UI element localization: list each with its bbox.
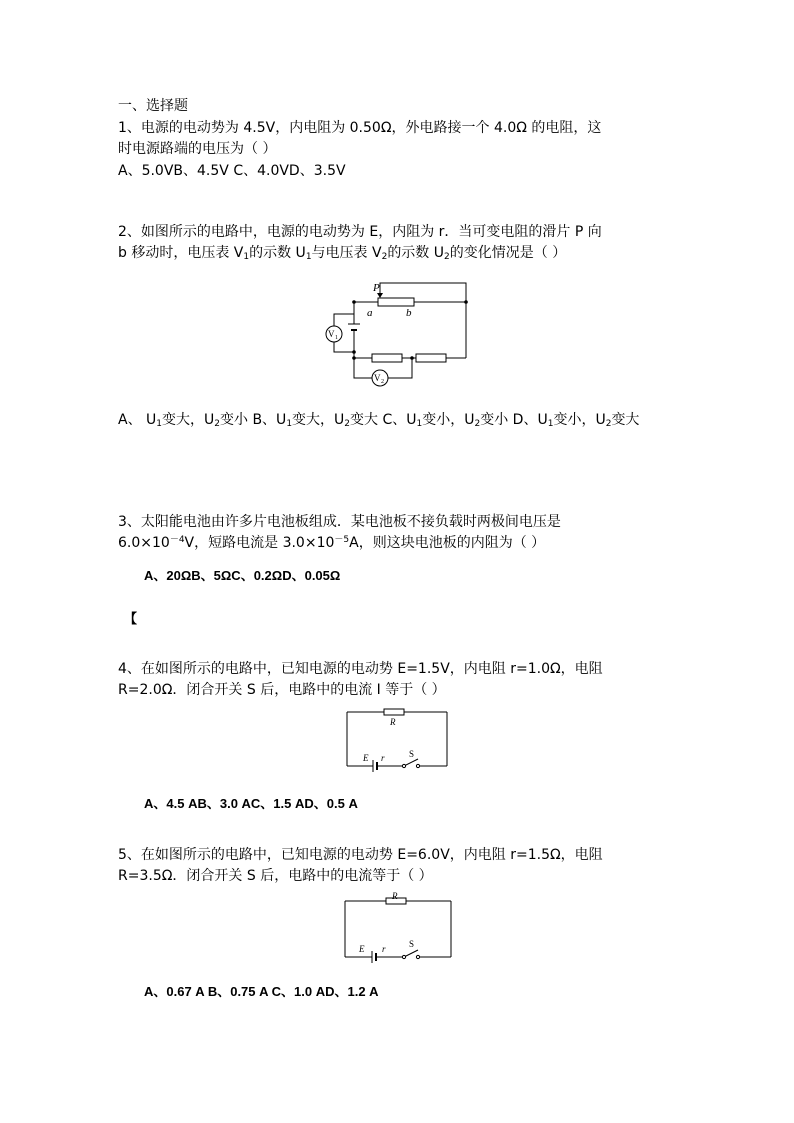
q3-sup: －4 (169, 535, 185, 545)
q3-stem-line1: 3、太阳能电池由许多片电池板组成．某电池板不接负载时两极间电压是 (118, 514, 561, 530)
q2-sub: 2 (381, 252, 388, 262)
q2-opt-text: 变大，U (162, 412, 215, 428)
q2-opt-text: 变小 D、U (480, 412, 548, 428)
q4-circuit-diagram (346, 704, 448, 772)
q2-opt-sub: 1 (286, 419, 293, 429)
q3-text: 6.0×10 (118, 535, 170, 551)
q4-emf-label: E (363, 753, 369, 763)
q4-switch-label: S (409, 749, 415, 759)
q2-opt-sub: 2 (344, 419, 351, 429)
q2-opt-text: 变小 B、U (220, 412, 287, 428)
q2-stem-line2 (118, 243, 566, 263)
q5-internal-r-label: r (382, 944, 386, 954)
q5-options: A、0.67 A B、0.75 A C、1.0 AD、1.2 A (144, 984, 379, 999)
q4-stem-line2: R=2.0Ω．闭合开关 S 后，电路中的电流 I 等于（ ） (118, 682, 446, 698)
q2-voltmeter2-label: V (374, 373, 381, 383)
q2-stem-line1: 2、如图所示的电路中，电源的电动势为 E，内阻为 r．当可变电阻的滑片 P 向 (118, 224, 602, 240)
q2-sub: 2 (444, 252, 450, 262)
q2-opt-sub: 1 (156, 419, 163, 429)
q2-options (118, 410, 639, 430)
q2-voltmeter1-label: V (328, 329, 335, 339)
q2-slider-label: P (373, 282, 380, 294)
q2-opt-text: 变小，U (553, 412, 606, 428)
q5-stem-line1: 5、在如图所示的电路中，已知电源的电动势 E=6.0V，内电阻 r=1.5Ω，电阻 (118, 847, 603, 863)
q2-text: 的示数 U (387, 245, 445, 261)
q2-opt-sub: 2 (474, 419, 481, 429)
q3-sup: －5 (334, 535, 350, 545)
q2-voltmeter2-sub: 2 (381, 379, 384, 385)
q2-opt-text: 变小，U (422, 412, 475, 428)
q5-resistor-label: R (392, 891, 398, 901)
q5-stem-line2: R=3.5Ω．闭合开关 S 后，电路中的电流等于（ ） (118, 868, 433, 884)
q2-text: 的示数 U (249, 245, 306, 261)
q2-opt-text: 变大 C、U (350, 412, 417, 428)
q2-sub: 1 (305, 252, 312, 262)
q2-text: 与电压表 V (311, 245, 382, 261)
q2-text: b 移动时，电压表 V (118, 245, 244, 261)
q2-opt-sub: 2 (214, 419, 220, 429)
q3-text: A，则这块电池板的内阻为（ ） (349, 535, 546, 551)
q2-sub: 1 (243, 252, 250, 262)
q3-text: V，短路电流是 3.0×10 (184, 535, 335, 551)
stray-bracket: 【 (124, 611, 138, 626)
q2-circuit-diagram (318, 278, 478, 390)
q2-end-b-label: b (406, 307, 412, 319)
q4-options: A、4.5 AB、3.0 AC、1.5 AD、0.5 A (144, 796, 358, 811)
q2-opt-sub: 1 (416, 419, 423, 429)
q2-opt-sub: 1 (547, 419, 554, 429)
q2-opt-sub: 2 (605, 419, 612, 429)
q3-options: A、20ΩB、5ΩC、0.2ΩD、0.05Ω (144, 568, 341, 583)
q4-internal-r-label: r (381, 753, 385, 763)
q1-stem-line2: 时电源路端的电压为（ ） (118, 141, 277, 157)
q2-voltmeter1-sub: 1 (335, 335, 338, 341)
q4-resistor-label: R (390, 717, 396, 727)
q3-stem-line2 (118, 533, 545, 553)
q1-options: A、5.0VB、4.5V C、4.0VD、3.5V (118, 163, 346, 179)
q2-end-a-label: a (367, 307, 373, 319)
q1-stem-line1: 1、电源的电动势为 4.5V，内电阻为 0.50Ω，外电路接一个 4.0Ω 的电阻，这 (118, 120, 602, 136)
q2-opt-text: 变大，U (292, 412, 345, 428)
q2-opt-text: 变大 (611, 412, 640, 428)
q5-emf-label: E (359, 944, 365, 954)
q4-stem-line1: 4、在如图所示的电路中，已知电源的电动势 E=1.5V，内电阻 r=1.0Ω，电阻 (118, 661, 603, 677)
q2-opt-text: A、 U (118, 412, 157, 428)
section-title: 一、选择题 (118, 98, 188, 114)
q5-switch-label: S (409, 939, 415, 949)
q5-circuit-diagram (344, 893, 452, 965)
q2-text: 的变化情况是（ ） (449, 245, 567, 261)
